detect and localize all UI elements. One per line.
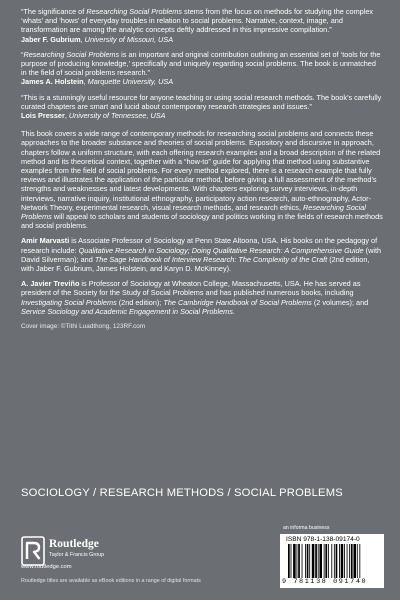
barcode-bar	[291, 544, 292, 578]
subject-categories: SOCIOLOGY / RESEARCH METHODS / SOCIAL PROBLEMS	[21, 487, 343, 499]
barcode-bar	[341, 544, 344, 578]
barcode-bar	[319, 544, 322, 578]
publisher-website: www.routledge.com	[21, 564, 72, 570]
endorsement-1	[21, 7, 383, 44]
endorsement-attribution: Jaber F. Gubrium, University of Missouri, USA	[21, 34, 174, 44]
barcode-bar	[334, 544, 335, 578]
publisher-footer	[0, 524, 400, 600]
cover-text	[21, 7, 383, 338]
endorsement-3	[21, 93, 383, 121]
barcode-bar	[328, 544, 329, 578]
endorsement-text: “The significance of Researching Social Problems stems from the focus on methods for studying the complex ‘whats’ and ‘hows’ of everyday troubles in relation to social problems. Narrative, context, image, and transformation are among the analytic concepts deftly addressed in this impressive compilation.”	[21, 7, 374, 35]
ebook-note: Routledge titles are available as eBook editions in a range of digital formats	[21, 578, 201, 584]
informa-tagline: an informa business	[283, 525, 330, 531]
barcode-bar	[288, 544, 290, 578]
barcode-bar	[312, 544, 315, 578]
barcode-bar	[336, 544, 338, 578]
publisher-group: Taylor & Francis Group	[49, 552, 105, 558]
cover-image-credit: Cover image: ©Tithi Luadthong, 123RF.com	[21, 323, 146, 331]
barcode-bar	[307, 544, 309, 578]
publisher-name: Routledge	[49, 538, 99, 550]
barcode-bar	[305, 544, 306, 578]
barcode-bar	[315, 544, 317, 578]
barcode-bar	[302, 544, 303, 578]
barcode-bar	[318, 544, 319, 578]
barcode-bar	[353, 544, 356, 578]
endorsement-2	[21, 50, 383, 87]
barcode-bar	[359, 544, 360, 578]
isbn-number: ISBN 978-1-138-09174-0	[286, 536, 360, 543]
endorsement-text: “This is a stunningly useful resource for anyone teaching or using social research methods. The book’s carefully curated chapters are smart and lucid about contemporary research strategies and issues.”	[21, 92, 382, 111]
barcode-bar	[351, 544, 353, 578]
routledge-logo-icon	[21, 536, 45, 566]
publisher-logo	[21, 536, 131, 576]
author-bio-marvasti: Amir Marvasti is Associate Professor of Sociology at Penn State Altoona, USA. His books on the pedagogy of research include: Qualitative Research in Sociology; Doing Qualitative Research: A Comprehensive Guide (with David Silverman); and The Sage Handbook of Interview Research: The Complexity of the Craft (2nd edition, with Jaber F. Gubrium, James Holstein, and Karyn D. McKinney).	[21, 236, 382, 274]
barcode-bar	[357, 544, 358, 578]
barcode-bar	[331, 544, 332, 578]
barcode-icon	[288, 544, 378, 578]
barcode-bar	[324, 544, 325, 578]
endorsement-text: “Researching Social Problems is an important and original contribution outlining an essential set of ‘tools for the purpose of producing knowledge,’ specifically and uniquely regarding social problems. The book is unmatched in the field of social problems research.”	[21, 49, 381, 78]
barcode-bar	[293, 544, 296, 578]
barcode-panel	[280, 534, 384, 588]
book-description: This book covers a wide range of contemporary methods for researching social problems and connects these approaches to the broader substance and theories of social problems. Expository and discursive in approach, chapters follow a uniform structure, with each offering research examples and a broad description of the related method and its theoretical context, together with a “how-to” guide for applying that method using substantive examples from the field of social problems. For every method explored, there is a research example that fully reviews and illustrates the application of the particular method, before giving a full assessment of the method’s strengths and weaknesses and latest developments. With chapters exploring survey interviews, in-depth interviews, narrative inquiry, institutional ethnography, participatory action research, auto-ethnography, Actor-Network Theory, experimental research, visual research methods, and research ethics, Researching Social Problems will appeal to scholars and students of sociology and politics working in the fields of research methods and social problems.	[21, 129, 383, 231]
author-bio-trevino: A. Javier Treviño is Professor of Sociology at Wheaton College, Massachusetts, USA. He has served as president of the Society for the Study of Social Problems and has published numerous books, including Investigating Social Problems (2nd edition); The Cambridge Handbook of Social Problems (2 volumes); and Service Sociology and Academic Engagement in Social Problems.	[21, 279, 369, 316]
barcode-bar	[344, 544, 345, 578]
barcode-bar	[298, 544, 300, 578]
barcode-bar	[349, 544, 350, 578]
ean-number: 9 781138 091740	[282, 578, 368, 586]
barcode-bar	[347, 544, 348, 578]
endorsement-attribution: James A. Holstein, Marquette University, USA	[21, 77, 174, 87]
barcode-bar	[339, 544, 340, 578]
barcode-bar	[325, 544, 327, 578]
barcode-bar	[297, 544, 298, 578]
barcode-bar	[309, 544, 310, 578]
endorsement-attribution: Lois Presser, University of Tennessee, USA	[21, 111, 166, 121]
